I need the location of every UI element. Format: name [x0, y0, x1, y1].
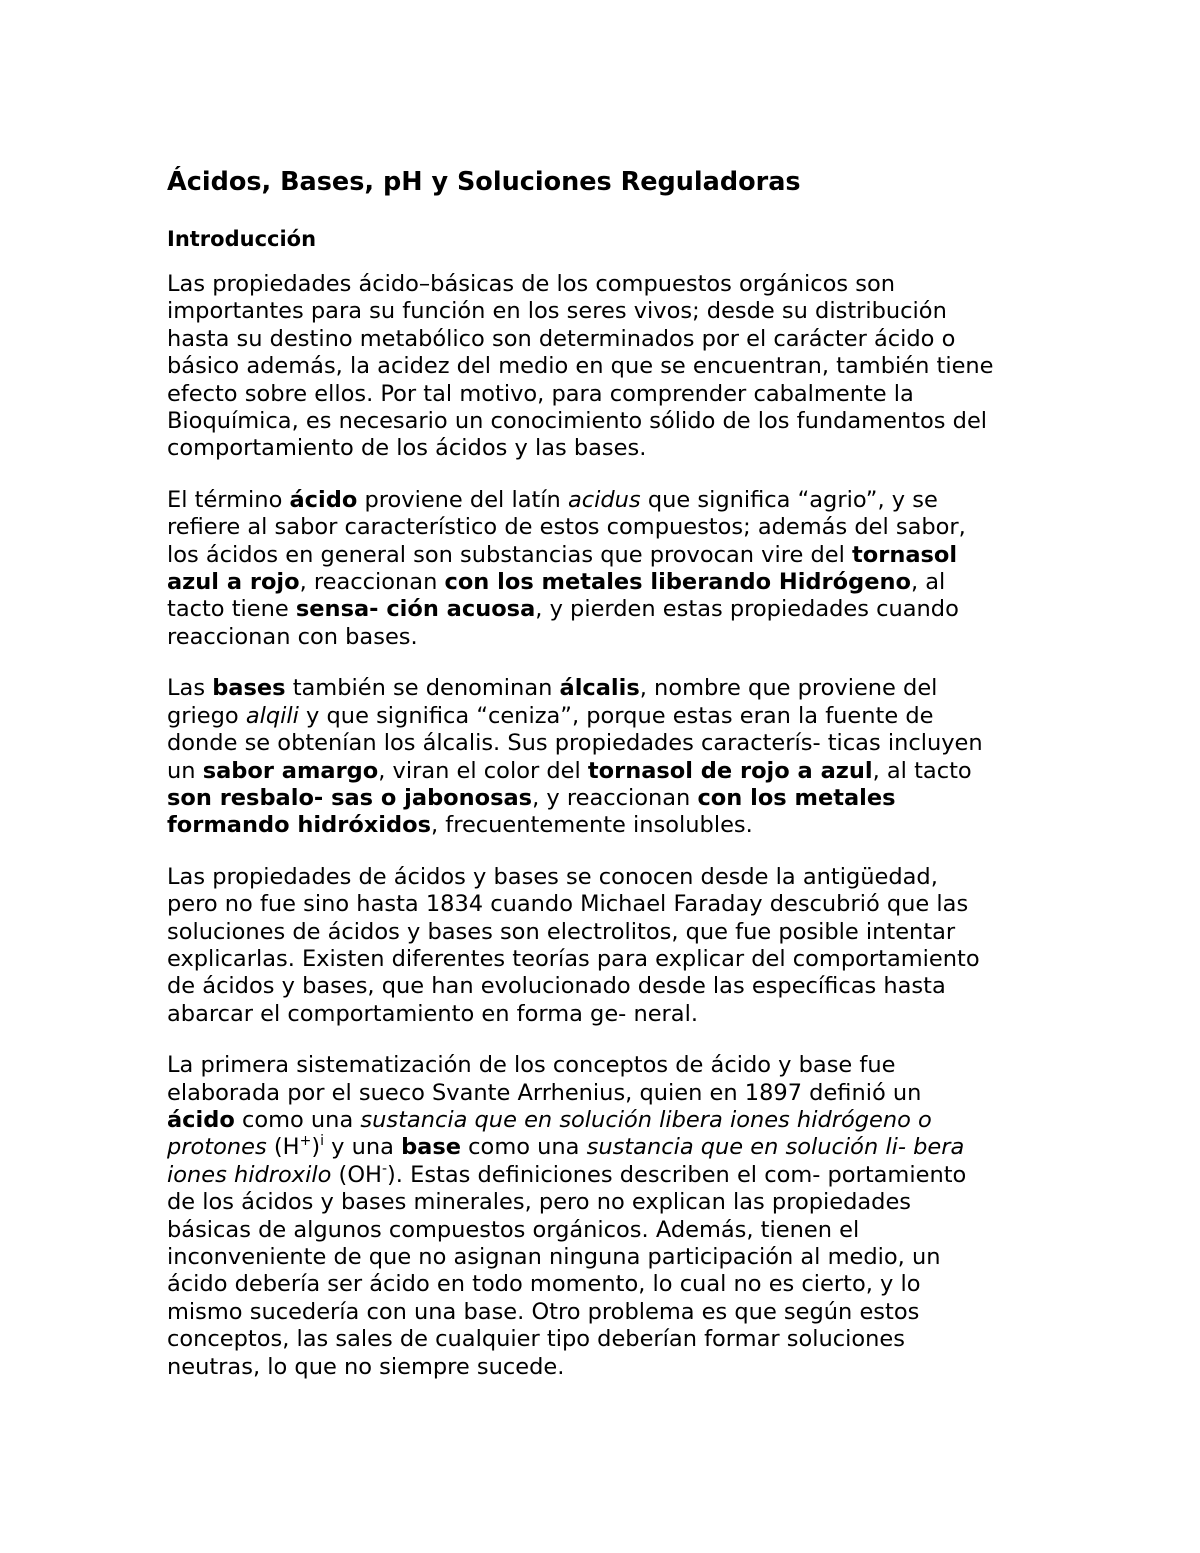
text-line: neutras, lo que no siempre sucede. — [167, 1353, 565, 1380]
emphasis-bold: tornasol de rojo a azul — [587, 757, 873, 784]
superscript: - — [381, 1160, 388, 1177]
text-line — [167, 487, 1047, 514]
text-line: refiere al sabor característico de estos compuestos; además del sabor, — [167, 514, 966, 541]
document-page — [167, 162, 1047, 1381]
text-line: donde se obtenían los álcalis. Sus propiedades caracterís- ticas incluyen — [167, 730, 983, 757]
text-run: proviene del latín — [357, 486, 568, 513]
paragraph-3 — [167, 675, 1047, 839]
text-run: , viran el color del — [378, 757, 588, 784]
text-line: hasta su destino metabólico son determinados por el carácter ácido o — [167, 325, 956, 352]
text-line: soluciones de ácidos y bases son electrolitos, que fue posible intentar — [167, 918, 956, 945]
emphasis-italic: sustancia que en solución li- bera — [586, 1134, 965, 1161]
text-run: , y reaccionan — [532, 784, 698, 811]
text-line: Bioquímica, es necesario un conocimiento sólido de los fundamentos del — [167, 408, 988, 435]
text-line: importantes para su función en los seres vivos; desde su distribución — [167, 298, 947, 325]
text-run: como una — [234, 1106, 361, 1133]
paragraph-1 — [167, 271, 1047, 463]
text-run: como una — [461, 1134, 587, 1161]
text-line — [167, 542, 1047, 569]
text-run: y que significa “ceniza”, porque estas eran la fuente de — [298, 702, 934, 729]
emphasis-italic: sustancia que en solución libera iones hidrógeno o — [360, 1106, 932, 1133]
text-line: Las propiedades de ácidos y bases se conocen desde la antigüedad, — [167, 863, 938, 890]
paragraph-2 — [167, 487, 1047, 651]
text-line: ácido debería ser ácido en todo momento, lo cual no es cierto, y lo — [167, 1271, 921, 1298]
emphasis-italic: alqili — [245, 702, 299, 729]
text-line: de los ácidos y bases minerales, pero no explican las propiedades — [167, 1189, 912, 1216]
text-line — [167, 758, 1047, 785]
emphasis-bold: formando hidróxidos — [167, 812, 431, 839]
document-title: Ácidos, Bases, pH y Soluciones Reguladoras — [167, 167, 801, 197]
text-run: que significa “agrio”, y se — [640, 486, 938, 513]
text-line: inconveniente de que no asignan ninguna participación al medio, un — [167, 1244, 941, 1270]
text-run: , al tacto — [872, 757, 972, 784]
emphasis-bold: con los metales liberando Hidrógeno — [444, 569, 911, 596]
emphasis-italic: iones hidroxilo — [167, 1161, 332, 1188]
text-run: , al — [910, 569, 946, 596]
text-run: , reaccionan — [299, 569, 445, 596]
emphasis-bold: álcalis — [559, 675, 640, 702]
emphasis-bold: son resbalo- sas o jabonosas — [167, 784, 533, 811]
footnote-marker: i — [320, 1133, 324, 1150]
text-line: explicarlas. Existen diferentes teorías para explicar del comportamiento — [167, 945, 980, 972]
emphasis-italic: protones — [167, 1134, 267, 1161]
text-line — [167, 1134, 1047, 1161]
text-line: de ácidos y bases, que han evolucionado desde las específicas hasta — [167, 973, 946, 1000]
text-line — [167, 1107, 1047, 1134]
text-line: elaborada por el sueco Svante Arrhenius, quien en 1897 definió un — [167, 1079, 922, 1106]
text-run: , frecuentemente insolubles. — [430, 812, 753, 839]
text-line: pero no fue sino hasta 1834 cuando Michael Faraday descubrió que las — [167, 891, 969, 918]
text-run: , nombre que proviene del — [639, 675, 938, 702]
text-line — [167, 675, 1047, 702]
text-line — [167, 569, 1047, 596]
text-line: básico además, la acidez del medio en que se encuentran, también tiene — [167, 353, 994, 380]
text-run: ). Estas definiciones describen el com- portamiento — [387, 1161, 967, 1188]
emphasis-bold: ácido — [289, 486, 358, 513]
text-run: también se denominan — [285, 675, 560, 702]
emphasis-italic: acidus — [567, 486, 641, 513]
text-line — [167, 1162, 1047, 1189]
emphasis-bold: tornasol — [852, 541, 958, 568]
text-line: La primera sistematización de los conceptos de ácido y base fue — [167, 1052, 896, 1079]
text-line — [167, 703, 1047, 730]
emphasis-bold: sabor amargo — [202, 757, 379, 784]
emphasis-bold: con los metales — [697, 784, 896, 811]
emphasis-bold: base — [401, 1134, 462, 1161]
text-line: Las propiedades ácido–básicas de los compuestos orgánicos son — [167, 271, 895, 297]
text-line: básicas de algunos compuestos orgánicos. Además, tienen el — [167, 1216, 860, 1243]
superscript: + — [299, 1133, 312, 1150]
text-line — [167, 785, 1047, 812]
emphasis-bold: azul a rojo — [167, 569, 300, 596]
emphasis-bold: ácido — [167, 1106, 235, 1133]
text-line — [167, 596, 1047, 623]
text-run: los ácidos en general son substancias que provocan vire del — [167, 541, 853, 568]
emphasis-bold: bases — [212, 675, 286, 702]
text-run: El término — [167, 486, 290, 513]
text-run: un — [167, 757, 203, 784]
paragraph-4 — [167, 864, 1047, 1028]
text-run: , y pierden estas propiedades cuando — [535, 596, 959, 623]
text-run: y una — [323, 1134, 402, 1161]
text-run: (H — [266, 1134, 300, 1161]
text-line: conceptos, las sales de cualquier tipo deberían formar soluciones — [167, 1326, 905, 1353]
text-run: griego — [167, 702, 246, 729]
text-line: efecto sobre ellos. Por tal motivo, para comprender cabalmente la — [167, 380, 914, 407]
text-line: mismo sucedería con una base. Otro problema es que según estos — [167, 1298, 920, 1325]
text-run: tacto tiene — [167, 596, 296, 623]
paragraph-5 — [167, 1052, 1047, 1381]
text-line — [167, 812, 1047, 839]
section-heading: Introducción — [167, 227, 317, 251]
text-run: Las — [167, 675, 213, 702]
text-line: comportamiento de los ácidos y las bases. — [167, 435, 647, 462]
emphasis-bold: sensa- ción acuosa — [295, 596, 536, 623]
text-line: reaccionan con bases. — [167, 623, 418, 650]
text-line: abarcar el comportamiento en forma ge- neral. — [167, 1000, 698, 1027]
text-run: ) — [311, 1134, 321, 1161]
text-run: (OH — [331, 1161, 382, 1188]
